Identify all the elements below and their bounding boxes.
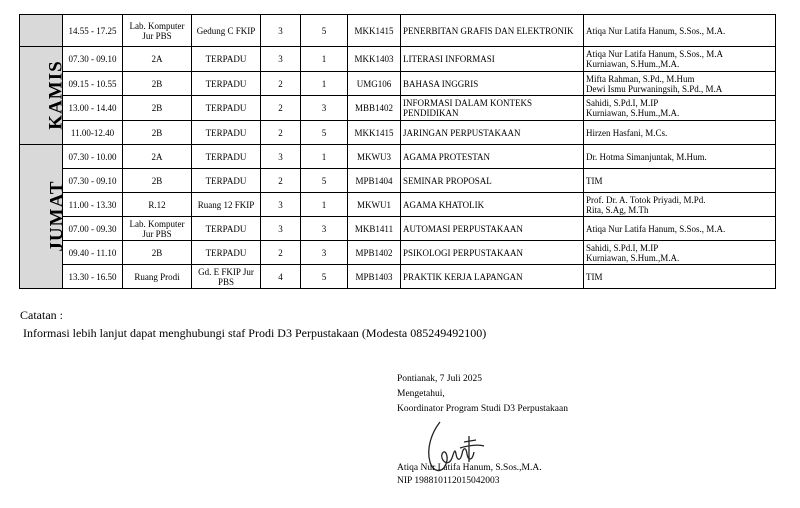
cell-building: Gedung C FKIP [192, 15, 261, 47]
cell-sem: 3 [301, 217, 348, 241]
cell-time: 07.30 - 09.10 [63, 169, 123, 193]
cell-lecturer: Mifta Rahman, S.Pd., M.Hum Dewi Ismu Purwaningsih, S.Pd., M.A [584, 72, 776, 96]
cell-building: TERPADU [192, 217, 261, 241]
cell-sks: 2 [261, 241, 301, 265]
signature-role: Koordinator Program Studi D3 Perpustakaan [397, 404, 568, 414]
cell-code: MPB1403 [348, 265, 401, 289]
cell-sks: 2 [261, 121, 301, 145]
table-row [20, 96, 776, 121]
cell-sem: 5 [301, 169, 348, 193]
cell-time: 14.55 - 17.25 [63, 15, 123, 47]
cell-sem: 1 [301, 145, 348, 169]
cell-lecturer: TIM [584, 169, 776, 193]
cell-room: Lab. Komputer Jur PBS [123, 217, 192, 241]
cell-code: MKK1415 [348, 121, 401, 145]
cell-building: TERPADU [192, 169, 261, 193]
cell-room: 2B [123, 96, 192, 121]
cell-sks: 3 [261, 47, 301, 72]
cell-time: 09.40 - 11.10 [63, 241, 123, 265]
day-label-kamis [20, 47, 67, 145]
cell-time: 07.00 - 09.30 [63, 217, 123, 241]
cell-lecturer: Prof. Dr. A. Totok Priyadi, M.Pd. Rita, S.Ag, M.Th [584, 193, 776, 217]
cell-room: 2B [123, 241, 192, 265]
cell-course: BAHASA INGGRIS [401, 72, 584, 96]
cell-lecturer: Atiqa Nur Latifa Hanum, S.Sos., M.A. [584, 217, 776, 241]
cell-building: TERPADU [192, 145, 261, 169]
cell-course: LITERASI INFORMASI [401, 47, 584, 72]
cell-sem: 1 [301, 47, 348, 72]
cell-sem: 5 [301, 15, 348, 47]
cell-lecturer: Dr. Hotma Simanjuntak, M.Hum. [584, 145, 776, 169]
table-row [20, 193, 776, 217]
notes-text: Informasi lebih lanjut dapat menghubungi staf Prodi D3 Perpustakaan (Modesta 085249492100) [23, 326, 487, 340]
cell-room: 2B [123, 121, 192, 145]
cell-room: R.12 [123, 193, 192, 217]
cell-sks: 3 [261, 193, 301, 217]
cell-time: 13.30 - 16.50 [63, 265, 123, 289]
table-row [20, 241, 776, 265]
cell-code: MPB1404 [348, 169, 401, 193]
table-row [20, 217, 776, 241]
signature-known: Mengetahui, [397, 389, 445, 399]
signature-block [397, 372, 568, 417]
cell-sem: 3 [301, 241, 348, 265]
signature-nip: NIP 198810112015042003 [397, 476, 500, 486]
cell-sks: 2 [261, 169, 301, 193]
cell-sem: 3 [301, 96, 348, 121]
cell-time: 07.30 - 10.00 [63, 145, 123, 169]
day-label-jumat [20, 145, 68, 289]
cell-time: 07.30 - 09.10 [63, 47, 123, 72]
cell-time: 13.00 - 14.40 [63, 96, 123, 121]
table-row [20, 265, 776, 289]
signature-name: Atiqa Nur Latifa Hanum, S.Sos.,M.A. [397, 463, 542, 473]
cell-course: INFORMASI DALAM KONTEKS PENDIDIKAN [401, 96, 584, 121]
cell-sks: 3 [261, 15, 301, 47]
cell-building: TERPADU [192, 72, 261, 96]
cell-sem: 1 [301, 193, 348, 217]
cell-code: MKK1403 [348, 47, 401, 72]
table-row [20, 15, 776, 47]
cell-building: TERPADU [192, 121, 261, 145]
table-row [20, 169, 776, 193]
cell-course: AGAMA KHATOLIK [401, 193, 584, 217]
cell-sks: 2 [261, 96, 301, 121]
cell-room: 2B [123, 169, 192, 193]
cell-sks: 3 [261, 217, 301, 241]
cell-course: PENERBITAN GRAFIS DAN ELEKTRONIK [401, 15, 584, 47]
cell-code: MKB1411 [348, 217, 401, 241]
schedule-table [19, 14, 776, 289]
cell-room: Ruang Prodi [123, 265, 192, 289]
cell-building: TERPADU [192, 241, 261, 265]
cell-course: AGAMA PROTESTAN [401, 145, 584, 169]
cell-building: Ruang 12 FKIP [192, 193, 261, 217]
cell-code: UMG106 [348, 72, 401, 96]
table-row [20, 121, 776, 145]
notes-label: Catatan : [20, 308, 63, 322]
table-row [20, 72, 776, 96]
cell-course: PRAKTIK KERJA LAPANGAN [401, 265, 584, 289]
cell-building: Gd. E FKIP Jur PBS [192, 265, 261, 289]
cell-code: MKWU3 [348, 145, 401, 169]
cell-building: TERPADU [192, 47, 261, 72]
day-name: KAMIS [45, 59, 67, 130]
cell-lecturer: Atiqa Nur Latifa Hanum, S.Sos., M.A Kurniawan, S.Hum.,M.A. [584, 47, 776, 72]
cell-code: MPB1402 [348, 241, 401, 265]
cell-time: 11.00-12.40 [63, 121, 123, 145]
cell-course: AUTOMASI PERPUSTAKAAN [401, 217, 584, 241]
cell-time: 11.00 - 13.30 [63, 193, 123, 217]
cell-room: Lab. Komputer Jur PBS [123, 15, 192, 47]
cell-lecturer: Sahidi, S.Pd.I, M.IP Kurniawan, S.Hum.,M.A. [584, 241, 776, 265]
cell-lecturer: TIM [584, 265, 776, 289]
cell-room: 2B [123, 72, 192, 96]
table-row [20, 47, 776, 72]
signature-place-date: Pontianak, 7 Juli 2025 [397, 374, 482, 384]
cell-lecturer: Atiqa Nur Latifa Hanum, S.Sos., M.A. [584, 15, 776, 47]
cell-lecturer: Hirzen Hasfani, M.Cs. [584, 121, 776, 145]
cell-sks: 4 [261, 265, 301, 289]
cell-sks: 3 [261, 145, 301, 169]
notes-section [20, 308, 486, 344]
cell-sks: 2 [261, 72, 301, 96]
cell-code: MKK1415 [348, 15, 401, 47]
cell-lecturer: Sahidi, S.Pd.I, M.IP Kurniawan, S.Hum.,M.A. [584, 96, 776, 121]
cell-time: 09.15 - 10.55 [63, 72, 123, 96]
day-name: JUMAT [46, 179, 68, 252]
cell-sem: 5 [301, 121, 348, 145]
cell-room: 2A [123, 47, 192, 72]
day-cell-continued [20, 15, 63, 47]
cell-building: TERPADU [192, 96, 261, 121]
cell-course: SEMINAR PROPOSAL [401, 169, 584, 193]
cell-course: JARINGAN PERPUSTAKAAN [401, 121, 584, 145]
cell-sem: 1 [301, 72, 348, 96]
cell-course: PSIKOLOGI PERPUSTAKAAN [401, 241, 584, 265]
cell-room: 2A [123, 145, 192, 169]
cell-code: MKWU1 [348, 193, 401, 217]
cell-code: MBB1402 [348, 96, 401, 121]
table-row [20, 145, 776, 169]
cell-sem: 5 [301, 265, 348, 289]
